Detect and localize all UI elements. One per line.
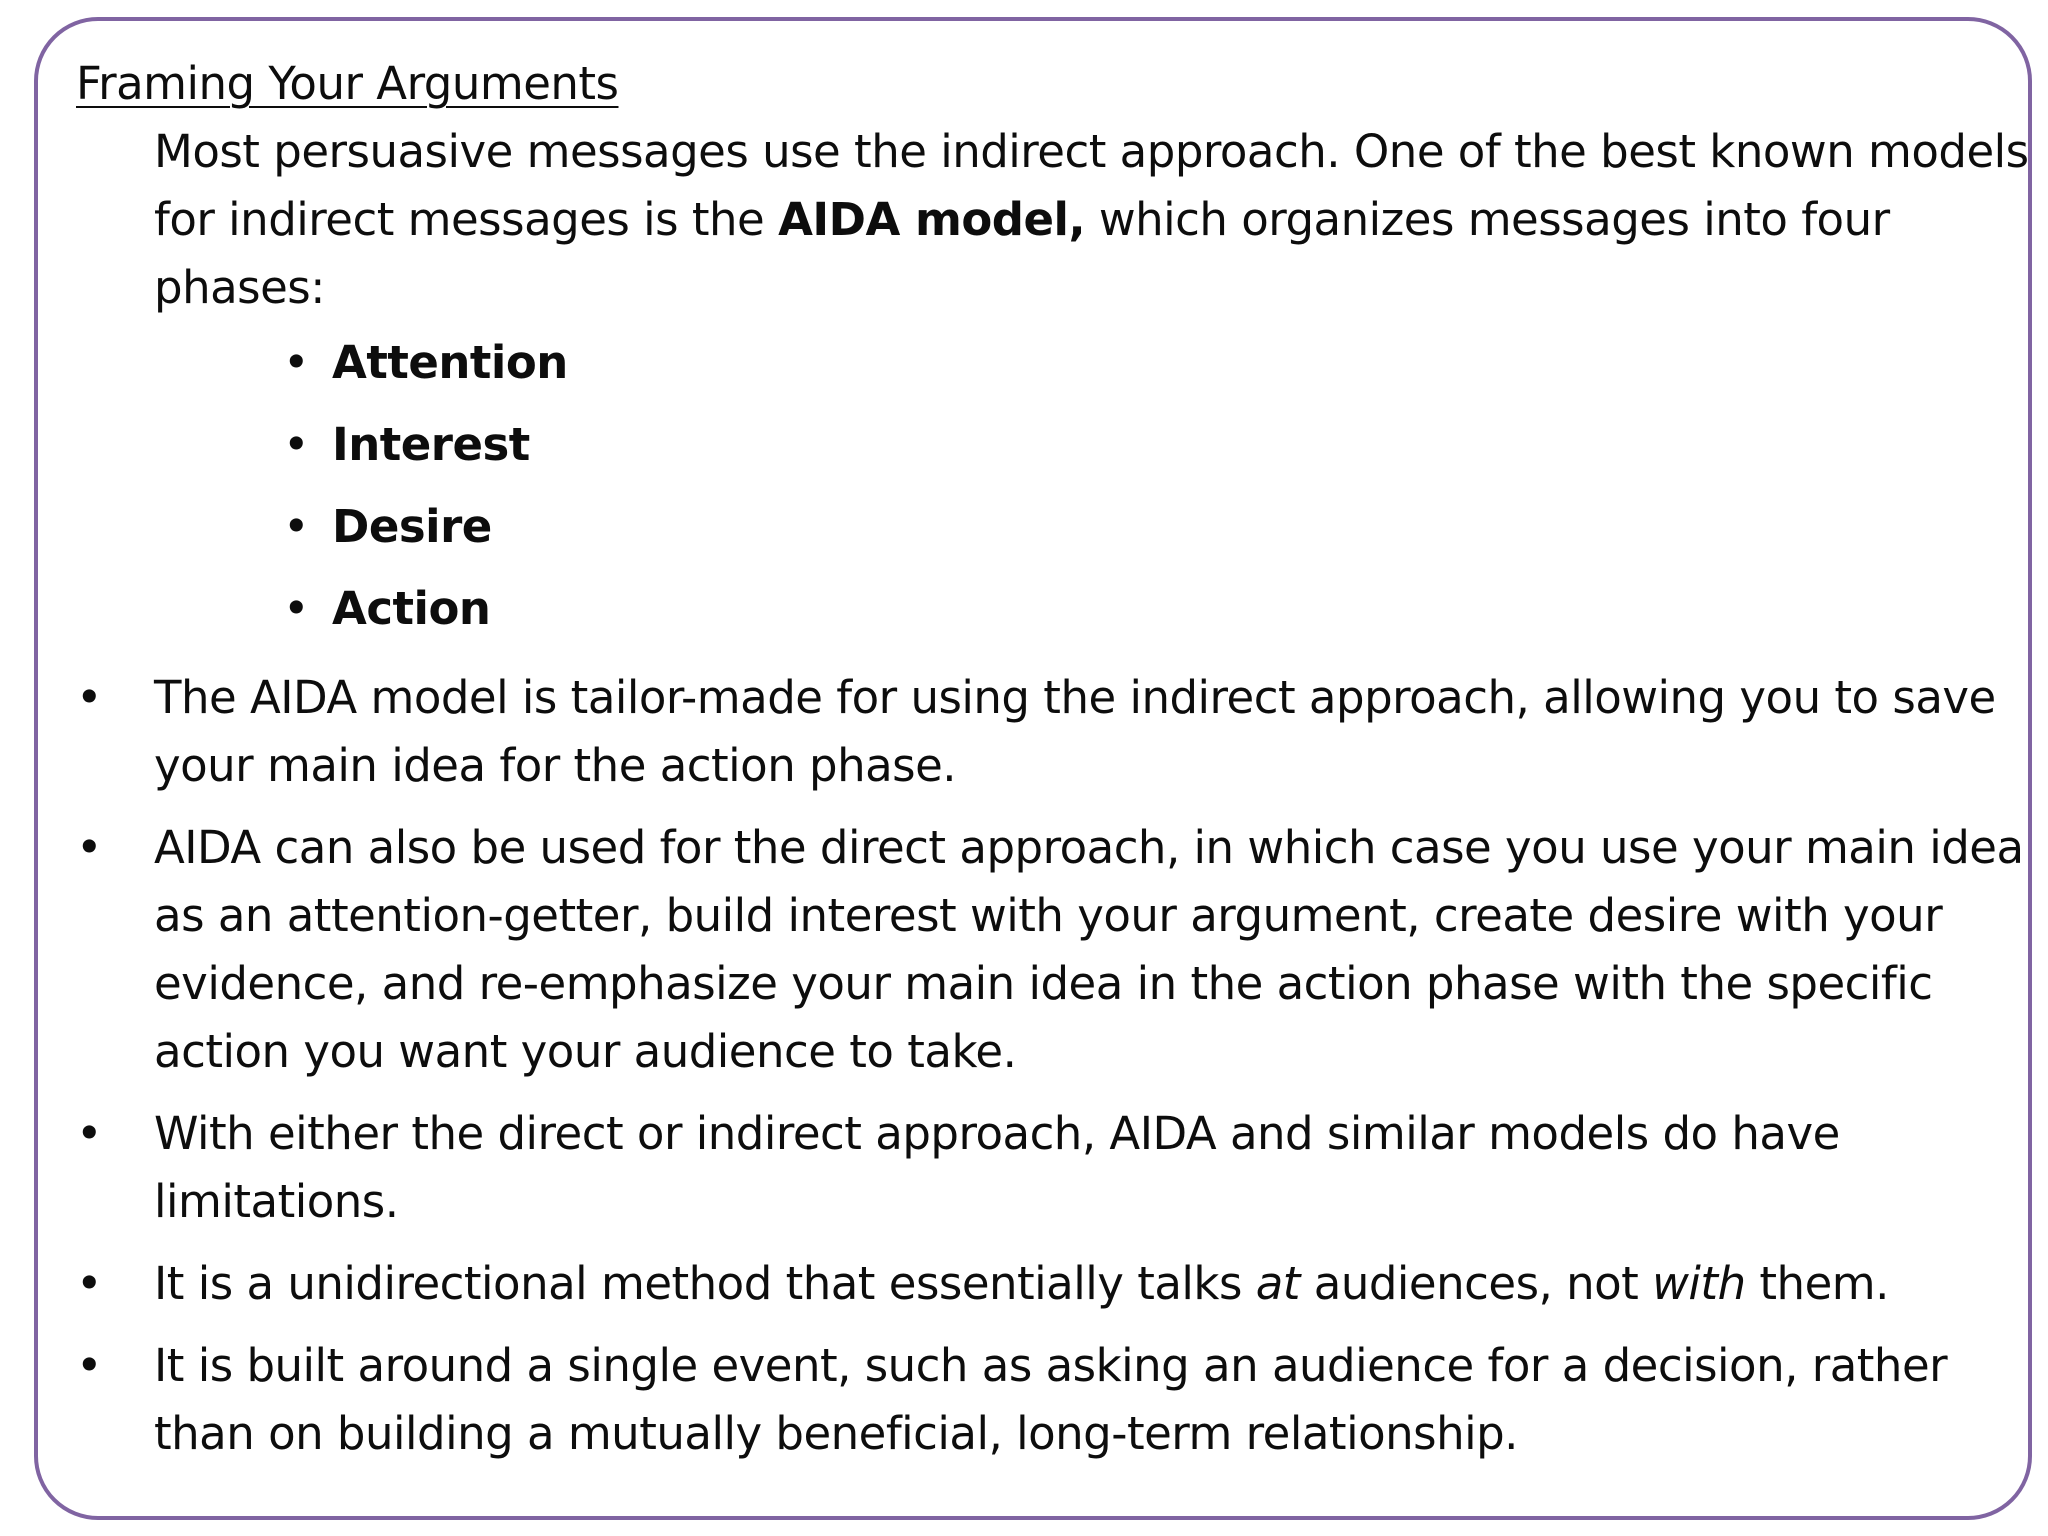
bullet-text-middle: audiences, not <box>1299 1257 1653 1310</box>
slide-content <box>76 50 2029 1468</box>
bullet-icon: • <box>76 1339 103 1392</box>
bullet-point-unidirectional <box>76 1250 2048 1318</box>
phase-label: Interest <box>332 418 530 471</box>
phase-item-interest <box>76 404 2006 486</box>
bullet-text: AIDA can also be used for the direct approach, in which case you use your main idea as an attention-getter, build interest with your argument, create desire with your evidence, and re-emphasize your main idea in the action phase with the specific action you want your audience to take. <box>154 821 2024 1078</box>
bullet-icon: • <box>76 671 103 724</box>
phase-item-action <box>76 568 2006 650</box>
bullet-icon: • <box>76 1257 103 1310</box>
intro-text-start: Most persuasive messages use the indirect approach. One of the best known models for indirect messages is the <box>154 125 2029 246</box>
bullet-icon: • <box>283 418 310 471</box>
intro-paragraph <box>154 118 2048 322</box>
intro-bold-term: AIDA model, <box>778 193 1086 246</box>
bullet-point-tailor-made <box>76 664 2048 800</box>
bullet-text: It is built around a single event, such as asking an audience for a decision, rather than on building a mutually beneficial, long-term relationship. <box>154 1339 1948 1460</box>
bullet-point-direct-approach <box>76 814 2048 1086</box>
intro-text-end: which organizes messages into four phases: <box>154 193 1890 314</box>
bullet-text-start: It is a unidirectional method that essentially talks <box>154 1257 1256 1310</box>
bullet-point-limitations <box>76 1100 2048 1236</box>
phase-item-attention <box>76 322 2006 404</box>
phase-label: Action <box>332 582 491 635</box>
bullet-icon: • <box>76 1107 103 1160</box>
phase-label: Desire <box>332 500 492 553</box>
bullet-text-end: them. <box>1745 1257 1889 1310</box>
bullet-icon: • <box>283 582 310 635</box>
slide-heading: Framing Your Arguments <box>76 57 619 110</box>
phase-list <box>76 322 2006 650</box>
bullet-icon: • <box>283 336 310 389</box>
bullet-italic-with: with <box>1652 1257 1746 1310</box>
bullet-icon: • <box>76 821 103 874</box>
bullet-text: With either the direct or indirect approach, AIDA and similar models do have limitations. <box>154 1107 1840 1228</box>
bullet-point-list <box>76 664 2024 1468</box>
bullet-icon: • <box>283 500 310 553</box>
bullet-point-single-event <box>76 1332 2048 1468</box>
phase-label: Attention <box>332 336 568 389</box>
phase-item-desire <box>76 486 2006 568</box>
bullet-text: The AIDA model is tailor-made for using the indirect approach, allowing you to save your main idea for the action phase. <box>154 671 1996 792</box>
bullet-italic-at: at <box>1255 1257 1300 1310</box>
